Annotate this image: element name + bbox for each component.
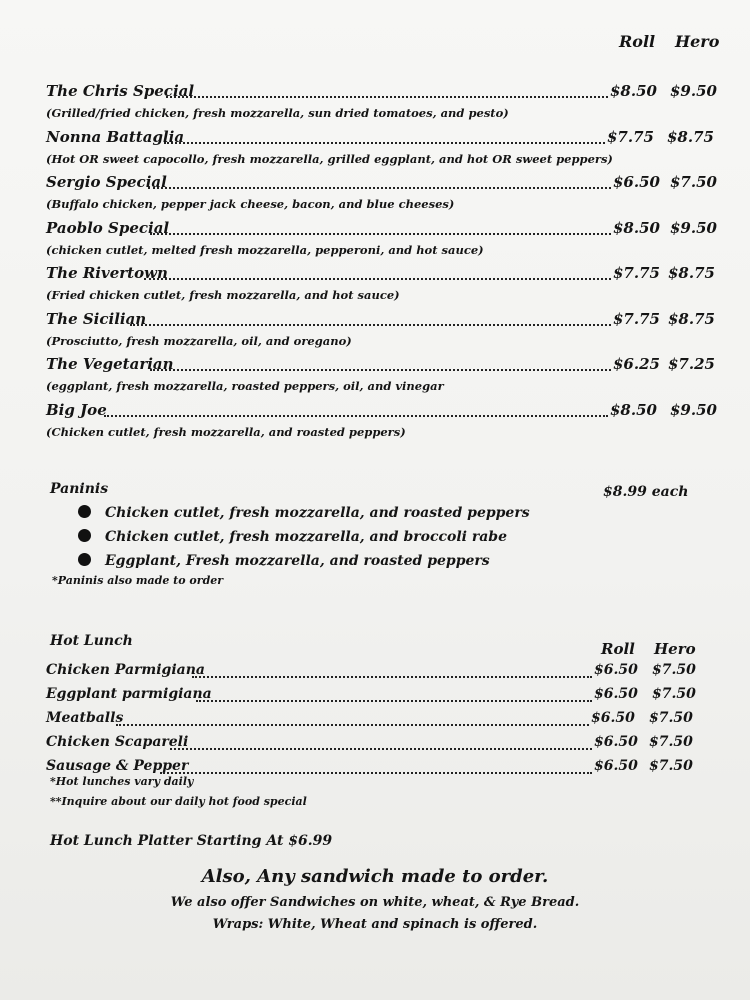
bullet-icon: [78, 553, 91, 566]
hero-price: $9.50: [670, 218, 717, 237]
hot-lunch-row: [46, 734, 726, 756]
hot-lunch-title: Hot Lunch: [50, 633, 133, 649]
roll-price: $6.50: [594, 686, 638, 702]
dot-leader: [148, 173, 611, 189]
dot-leader: [166, 82, 608, 98]
sandwich-description: (Buffalo chicken, pepper jack cheese, bacon, and blue cheeses): [46, 197, 455, 211]
footer-line-3: Wraps: White, Wheat and spinach is offered.: [212, 917, 538, 932]
item-name: Eggplant parmigiana: [46, 686, 212, 702]
item-name: Sausage & Pepper: [46, 758, 189, 774]
item-name: Big Joe: [46, 400, 107, 419]
hero-price: $8.75: [668, 309, 715, 328]
hero-price: $7.50: [649, 734, 693, 750]
sandwich-description: (Hot OR sweet capocollo, fresh mozzarella, grilled eggplant, and hot OR sweet peppers): [46, 151, 613, 166]
dot-leader: [164, 128, 605, 144]
dot-leader: [170, 734, 592, 750]
sandwich-row: [46, 355, 726, 377]
hero-price: $7.50: [652, 662, 696, 678]
hero-price: $9.50: [670, 400, 717, 419]
bullet-icon: [78, 529, 91, 542]
bullet-icon: [78, 505, 91, 518]
dot-leader: [104, 401, 608, 417]
hero-price: $8.75: [668, 264, 715, 282]
sandwich-row: [46, 173, 726, 195]
dot-leader: [150, 219, 611, 235]
item-name: The Vegetarian: [46, 355, 174, 373]
hot-lunch-row: [46, 686, 726, 708]
hero-price: $8.75: [667, 127, 714, 146]
dot-leader: [192, 662, 592, 678]
hot-lunch-roll-header: Roll: [601, 640, 635, 658]
item-name: Chicken Parmigiana: [46, 662, 205, 678]
hero-price: $7.25: [668, 355, 715, 373]
roll-price: $7.75: [613, 309, 660, 328]
roll-price: $8.50: [613, 218, 660, 237]
roll-price: $6.50: [594, 662, 638, 678]
paninis-note: *Paninis also made to order: [52, 574, 224, 587]
hero-price: $7.50: [670, 173, 717, 191]
dot-leader: [116, 710, 589, 726]
sandwich-description: (chicken cutlet, melted fresh mozzarella, pepperoni, and hot sauce): [46, 242, 484, 257]
sandwich-row: [46, 401, 726, 423]
dot-leader: [144, 264, 611, 280]
footer-line-1: Also, Any sandwich made to order.: [201, 866, 549, 887]
hero-column-header: Hero: [675, 32, 720, 51]
item-name: Sergio Special: [46, 173, 167, 191]
item-name: Paoblo Special: [46, 218, 170, 237]
platter-text: Hot Lunch Platter Starting At $6.99: [50, 833, 333, 849]
paninis-title: Paninis: [50, 481, 109, 497]
hot-lunch-note-2: **Inquire about our daily hot food special: [50, 795, 307, 808]
roll-price: $7.75: [613, 264, 660, 282]
panini-item: [78, 553, 490, 569]
sandwich-row: [46, 264, 726, 286]
hero-price: $7.50: [649, 710, 693, 726]
roll-price: $8.50: [610, 400, 657, 419]
panini-item: [78, 529, 507, 545]
sandwich-description: (Chicken cutlet, fresh mozzarella, and roasted peppers): [46, 424, 406, 439]
hero-price: $9.50: [670, 82, 717, 100]
paninis-price: $8.99 each: [603, 484, 689, 500]
dot-leader: [160, 758, 592, 774]
sandwich-description: (Grilled/fried chicken, fresh mozzarella, sun dried tomatoes, and pesto): [46, 106, 509, 120]
dot-leader: [130, 310, 611, 326]
item-name: The Sicilian: [46, 309, 147, 328]
dot-leader: [196, 686, 592, 702]
hot-lunch-note-1: *Hot lunches vary daily: [50, 775, 194, 788]
sandwich-row: [46, 310, 726, 332]
dot-leader: [150, 355, 611, 371]
item-name: Nonna Battaglia: [46, 127, 185, 146]
sandwich-description: (Prosciutto, fresh mozzarella, oil, and oregano): [46, 333, 352, 348]
roll-price: $6.50: [594, 758, 638, 774]
hot-lunch-row: [46, 662, 726, 684]
item-name: Chicken Scapareli: [46, 734, 189, 750]
roll-price: $6.50: [613, 173, 660, 191]
item-name: The Chris Special: [46, 82, 195, 100]
sandwich-row: [46, 219, 726, 241]
panini-item-text: Eggplant, Fresh mozzarella, and roasted peppers: [105, 553, 490, 569]
roll-price: $6.25: [613, 355, 660, 373]
roll-price: $7.75: [607, 127, 654, 146]
item-name: The Rivertown: [46, 264, 168, 282]
roll-column-header: Roll: [619, 32, 656, 51]
footer-line-2: We also offer Sandwiches on white, wheat, & Rye Bread.: [170, 895, 580, 910]
roll-price: $8.50: [610, 82, 657, 100]
hot-lunch-hero-header: Hero: [654, 640, 696, 658]
roll-price: $6.50: [591, 710, 635, 726]
sandwich-row: [46, 82, 726, 104]
roll-price: $6.50: [594, 734, 638, 750]
hero-price: $7.50: [652, 686, 696, 702]
panini-item-text: Chicken cutlet, fresh mozzarella, and roasted peppers: [105, 505, 530, 521]
sandwich-row: [46, 128, 726, 150]
hero-price: $7.50: [649, 758, 693, 774]
item-name: Meatballs: [46, 710, 124, 726]
panini-item-text: Chicken cutlet, fresh mozzarella, and broccoli rabe: [105, 529, 507, 545]
hot-lunch-row: [46, 710, 726, 732]
panini-item: [78, 505, 530, 521]
sandwich-description: (Fried chicken cutlet, fresh mozzarella, and hot sauce): [46, 288, 400, 302]
sandwich-description: (eggplant, fresh mozzarella, roasted peppers, oil, and vinegar: [46, 379, 444, 393]
